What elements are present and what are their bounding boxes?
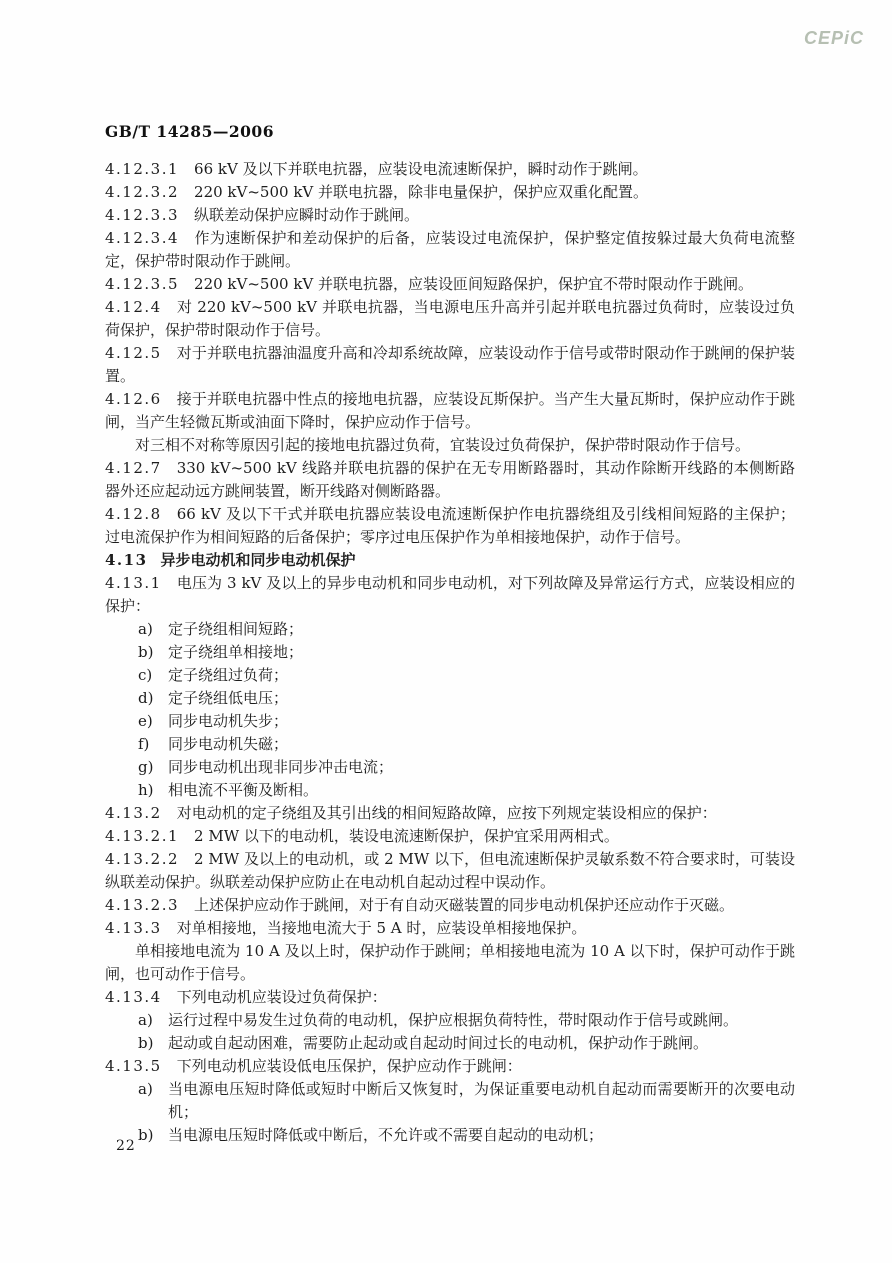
list-item-text: 当电源电压短时降低或短时中断后又恢复时，为保证重要电动机自起动而需要断开的次要电动机；	[168, 1080, 795, 1121]
list-item-label: f)	[138, 735, 150, 753]
list-item-label: c)	[138, 666, 153, 684]
clause-4-12-3-3	[105, 204, 795, 227]
clause-text: 作为速断保护和差动保护的后备，应装设过电流保护，保护整定值按躲过最大负荷电流整定，保护带时限动作于跳闸。	[105, 229, 795, 270]
clause-text: 2 MW 及以上的电动机，或 2 MW 以下，但电流速断保护灵敏系数不符合要求时，可装设纵联差动保护。纵联差动保护应防止在电动机自起动过程中误动作。	[105, 850, 795, 891]
clause-text: 66 kV 及以下干式并联电抗器应装设电流速断保护作电抗器绕组及引线相间短路的主保护；过电流保护作为相间短路的后备保护；零序过电压保护作为单相接地保护，动作于信号。	[105, 505, 795, 546]
list-item-label: h)	[138, 781, 154, 799]
clause-text: 下列电动机应装设低电压保护，保护应动作于跳闸：	[176, 1057, 522, 1075]
clause-text: 2 MW 以下的电动机，装设电流速断保护，保护宜采用两相式。	[194, 827, 619, 845]
list-item-text: 相电流不平衡及断相。	[168, 781, 319, 799]
list-item-label: d)	[138, 689, 154, 707]
clause-4-12-5	[105, 342, 795, 388]
clause-text: 对于并联电抗器油温度升高和冷却系统故障，应装设动作于信号或带时限动作于跳闸的保护装置。	[105, 344, 795, 385]
list-item-label: e)	[138, 712, 153, 730]
clause-text: 66 kV 及以下并联电抗器，应装设电流速断保护，瞬时动作于跳闸。	[194, 160, 648, 178]
clause-number: 4.13.2.3	[105, 896, 180, 914]
clause-number: 4.12.4	[105, 298, 162, 316]
list-item	[105, 710, 795, 733]
clause-4-13-2	[105, 802, 795, 825]
section-heading-4-13	[105, 549, 795, 572]
clause-text: 上述保护应动作于跳闸，对于有自动灭磁装置的同步电动机保护还应动作于灭磁。	[194, 896, 735, 914]
clause-number: 4.13.4	[105, 988, 162, 1006]
clause-4-13-2-1	[105, 825, 795, 848]
cepic-watermark-logo: CEPiC	[803, 28, 864, 48]
paragraph-grounding-reactor-overload: 对三相不对称等原因引起的接地电抗器过负荷，宜装设过负荷保护，保护带时限动作于信号。	[135, 436, 751, 454]
page-number: 22	[116, 1138, 136, 1154]
clause-4-12-3-5	[105, 273, 795, 296]
list-item-text: 定子绕组低电压；	[168, 689, 289, 707]
list-item-text: 同步电动机失磁；	[168, 735, 289, 753]
section-title: 异步电动机和同步电动机保护	[160, 551, 356, 569]
clause-text: 330 kV~500 kV 线路并联电抗器的保护在无专用断路器时，其动作除断开线路的本侧断路器外还应起动远方跳闸装置，断开线路对侧断路器。	[105, 459, 795, 500]
clause-number: 4.12.3.4	[105, 229, 180, 247]
clause-number: 4.12.5	[105, 344, 162, 362]
list-item	[105, 756, 795, 779]
clause-number: 4.13.2	[105, 804, 162, 822]
clause-4-13-2-3	[105, 894, 795, 917]
clause-4-13-3	[105, 917, 795, 940]
list-item-text: 同步电动机出现非同步冲击电流；	[168, 758, 394, 776]
clause-text: 接于并联电抗器中性点的接地电抗器，应装设瓦斯保护。当产生大量瓦斯时，保护应动作于跳闸，当产生轻微瓦斯或油面下降时，保护应动作于信号。	[105, 390, 795, 431]
list-item	[105, 1032, 795, 1055]
clause-4-13-4	[105, 986, 795, 1009]
clause-4-13-1	[105, 572, 795, 618]
clause-text: 220 kV~500 kV 并联电抗器，应装设匝间短路保护，保护宜不带时限动作于跳闸。	[194, 275, 754, 293]
clause-number: 4.12.6	[105, 390, 162, 408]
clause-number: 4.13.2.1	[105, 827, 180, 845]
clause-4-12-3-2	[105, 181, 795, 204]
clause-number: 4.12.3.3	[105, 206, 180, 224]
list-item-label: a)	[138, 1080, 153, 1098]
list-item	[105, 1124, 795, 1147]
list-item-label: b)	[138, 1034, 154, 1052]
clause-4-12-6	[105, 388, 795, 434]
list-item-label: b)	[138, 643, 154, 661]
list-item-label: b)	[138, 1126, 154, 1144]
list-item	[105, 664, 795, 687]
list-item	[105, 733, 795, 756]
list-item	[105, 618, 795, 641]
clause-text: 电压为 3 kV 及以上的异步电动机和同步电动机，对下列故障及异常运行方式，应装设相应的保护：	[105, 574, 795, 615]
clause-number: 4.12.3.2	[105, 183, 180, 201]
clause-4-12-3-1	[105, 158, 795, 181]
paragraph-single-phase-ground-current: 单相接地电流为 10 A 及以上时，保护动作于跳闸；单相接地电流为 10 A 以下时，保护可动作于跳闸，也可动作于信号。	[105, 942, 795, 983]
clause-number: 4.12.7	[105, 459, 162, 477]
clause-number: 4.12.3.1	[105, 160, 180, 178]
clause-4-12-7	[105, 457, 795, 503]
clause-number: 4.12.8	[105, 505, 162, 523]
clause-number: 4.13.5	[105, 1057, 162, 1075]
list-item-text: 运行过程中易发生过负荷的电动机，保护应根据负荷特性，带时限动作于信号或跳闸。	[168, 1011, 739, 1029]
clause-text: 对单相接地，当接地电流大于 5 A 时，应装设单相接地保护。	[176, 919, 587, 937]
clause-4-12-4	[105, 296, 795, 342]
list-item-text: 同步电动机失步；	[168, 712, 289, 730]
list-item-label: a)	[138, 620, 153, 638]
list-item	[105, 687, 795, 710]
list-item	[105, 1009, 795, 1032]
standard-number: GB/T 14285—2006	[105, 122, 274, 141]
list-item-text: 当电源电压短时降低或中断后，不允许或不需要自起动的电动机；	[168, 1126, 604, 1144]
clause-4-12-3-4	[105, 227, 795, 273]
clause-text: 下列电动机应装设过负荷保护：	[176, 988, 387, 1006]
list-item-text: 定子绕组相间短路；	[168, 620, 304, 638]
clause-4-13-5	[105, 1055, 795, 1078]
clause-number: 4.13.3	[105, 919, 162, 937]
list-item-text: 定子绕组过负荷；	[168, 666, 289, 684]
clause-4-13-2-2	[105, 848, 795, 894]
list-item-label: g)	[138, 758, 154, 776]
list-item-text: 起动或自起动困难，需要防止起动或自起动时间过长的电动机，保护动作于跳闸。	[168, 1034, 709, 1052]
clause-4-12-8	[105, 503, 795, 549]
clause-text: 220 kV~500 kV 并联电抗器，除非电量保护，保护应双重化配置。	[194, 183, 649, 201]
clause-number: 4.13	[105, 551, 148, 569]
clause-number: 4.13.2.2	[105, 850, 180, 868]
clause-number: 4.12.3.5	[105, 275, 180, 293]
clause-text: 纵联差动保护应瞬时动作于跳闸。	[194, 206, 420, 224]
list-item-text: 定子绕组单相接地；	[168, 643, 304, 661]
clause-text: 对电动机的定子绕组及其引出线的相间短路故障，应按下列规定装设相应的保护：	[176, 804, 717, 822]
list-item-label: a)	[138, 1011, 153, 1029]
list-item	[105, 779, 795, 802]
document-body	[105, 158, 795, 1147]
list-item	[105, 641, 795, 664]
clause-text: 对 220 kV~500 kV 并联电抗器，当电源电压升高并引起并联电抗器过负荷时，应装设过负荷保护，保护带时限动作于信号。	[105, 298, 795, 339]
list-item	[105, 1078, 795, 1124]
clause-number: 4.13.1	[105, 574, 162, 592]
